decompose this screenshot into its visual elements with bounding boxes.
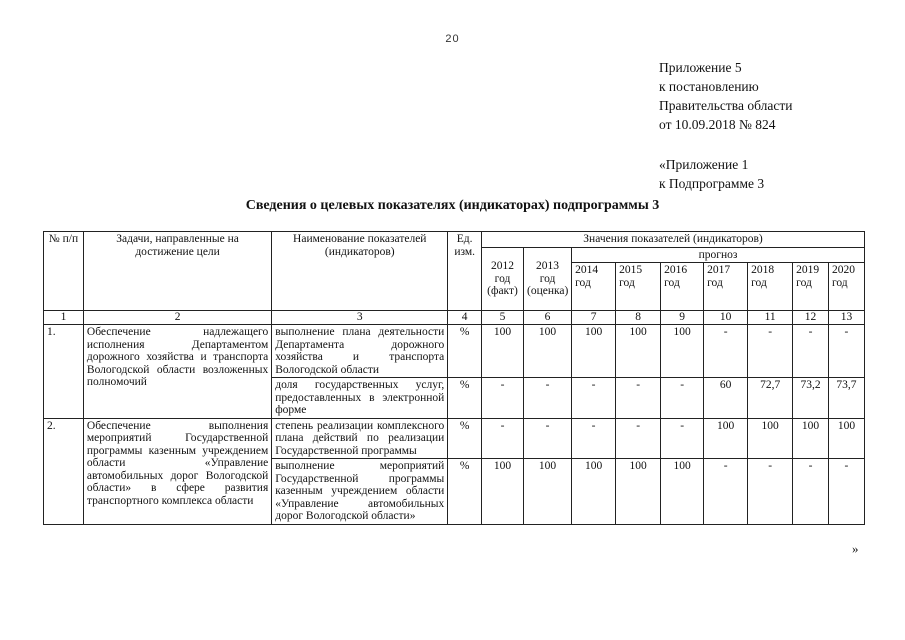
unit-cell: % — [448, 325, 482, 378]
appendix-line: «Приложение 1 — [659, 157, 749, 172]
value-cell: - — [661, 418, 704, 459]
column-number: 2 — [83, 311, 271, 325]
header-year: 2012 год (факт) — [482, 247, 524, 311]
task-cell: Обеспечение выполнения мероприятий Государственной программы казенным учреждением области «Управление автомобильных дорог Вологодской области» в сфере развития транспортного комплекса области — [83, 418, 271, 524]
value-cell: - — [704, 325, 748, 378]
closing-quote: » — [852, 541, 859, 556]
header-year: 2016 год — [661, 263, 704, 311]
value-cell: 100 — [482, 459, 524, 525]
column-number: 11 — [748, 311, 793, 325]
column-number: 3 — [272, 311, 448, 325]
header-values: Значения показателей (индикаторов) — [482, 232, 865, 248]
value-cell: - — [748, 459, 793, 525]
indicator-name: доля государственных услуг, предоставленных в электронной форме — [272, 378, 448, 419]
appendix-header — [659, 58, 792, 193]
value-cell: 100 — [704, 418, 748, 459]
value-cell: - — [616, 418, 661, 459]
unit-cell: % — [448, 378, 482, 419]
value-cell: - — [482, 418, 524, 459]
indicator-name: степень реализации комплексного плана действий по реализации Государственной программы — [272, 418, 448, 459]
column-number: 9 — [661, 311, 704, 325]
column-number: 4 — [448, 311, 482, 325]
value-cell: 100 — [748, 418, 793, 459]
unit-cell: % — [448, 459, 482, 525]
indicators-table — [43, 231, 865, 525]
value-cell: 100 — [661, 325, 704, 378]
task-cell: Обеспечение надлежащего исполнения Департаментом дорожного хозяйства и транспорта Вологодской области возложенных полномочий — [83, 325, 271, 419]
value-cell: - — [793, 459, 829, 525]
header-num: № п/п — [44, 232, 84, 311]
value-cell: 100 — [828, 418, 864, 459]
value-cell: - — [524, 418, 572, 459]
value-cell: 100 — [616, 325, 661, 378]
value-cell: 100 — [793, 418, 829, 459]
column-number: 13 — [828, 311, 864, 325]
value-cell: - — [572, 378, 616, 419]
value-cell: 60 — [704, 378, 748, 419]
column-number: 6 — [524, 311, 572, 325]
header-tasks: Задачи, направленные на достижение цели — [83, 232, 271, 311]
column-number: 7 — [572, 311, 616, 325]
row-number: 1. — [44, 325, 84, 419]
value-cell: - — [793, 325, 829, 378]
value-cell: 100 — [482, 325, 524, 378]
header-year: 2014 год — [572, 263, 616, 311]
unit-cell: % — [448, 418, 482, 459]
value-cell: 72,7 — [748, 378, 793, 419]
indicator-name: выполнение плана деятельности Департамента дорожного хозяйства и транспорта Вологодской области — [272, 325, 448, 378]
header-year: 2020 год — [828, 263, 864, 311]
header-year: 2018 год — [748, 263, 793, 311]
column-number: 8 — [616, 311, 661, 325]
value-cell: - — [661, 378, 704, 419]
document-title: Сведения о целевых показателях (индикаторах) подпрограммы 3 — [245, 198, 660, 213]
appendix-line: к Подпрограмме 3 — [659, 176, 765, 191]
column-number: 5 — [482, 311, 524, 325]
value-cell: - — [828, 459, 864, 525]
header-year: 2015 год — [616, 263, 661, 311]
value-cell: 100 — [524, 325, 572, 378]
value-cell: 73,7 — [828, 378, 864, 419]
header-unit: Ед. изм. — [448, 232, 482, 311]
value-cell: 100 — [572, 325, 616, 378]
value-cell: 100 — [616, 459, 661, 525]
row-number: 2. — [44, 418, 84, 524]
value-cell: - — [482, 378, 524, 419]
page-number: 20 — [445, 33, 460, 45]
appendix-line: Приложение 5 — [659, 60, 742, 75]
appendix-line: к постановлению — [659, 79, 759, 94]
value-cell: - — [616, 378, 661, 419]
appendix-line: от 10.09.2018 № 824 — [659, 117, 776, 132]
column-number: 1 — [44, 311, 84, 325]
indicator-name: выполнение мероприятий Государственной программы казенным учреждением области «Управление автомобильных дорог Вологодской области» — [272, 459, 448, 525]
header-year: 2017 год — [704, 263, 748, 311]
value-cell: 100 — [661, 459, 704, 525]
value-cell: 100 — [524, 459, 572, 525]
table-row — [44, 325, 865, 378]
header-forecast: прогноз — [572, 247, 865, 263]
value-cell: - — [828, 325, 864, 378]
header-indicator: Наименование показателей (индикаторов) — [272, 232, 448, 311]
value-cell: - — [524, 378, 572, 419]
column-number: 12 — [793, 311, 829, 325]
value-cell: - — [572, 418, 616, 459]
value-cell: 100 — [572, 459, 616, 525]
column-number: 10 — [704, 311, 748, 325]
value-cell: 73,2 — [793, 378, 829, 419]
table-row — [44, 418, 865, 459]
header-year: 2019 год — [793, 263, 829, 311]
appendix-line: Правительства области — [659, 98, 793, 113]
header-year: 2013 год (оценка) — [524, 247, 572, 311]
value-cell: - — [748, 325, 793, 378]
value-cell: - — [704, 459, 748, 525]
